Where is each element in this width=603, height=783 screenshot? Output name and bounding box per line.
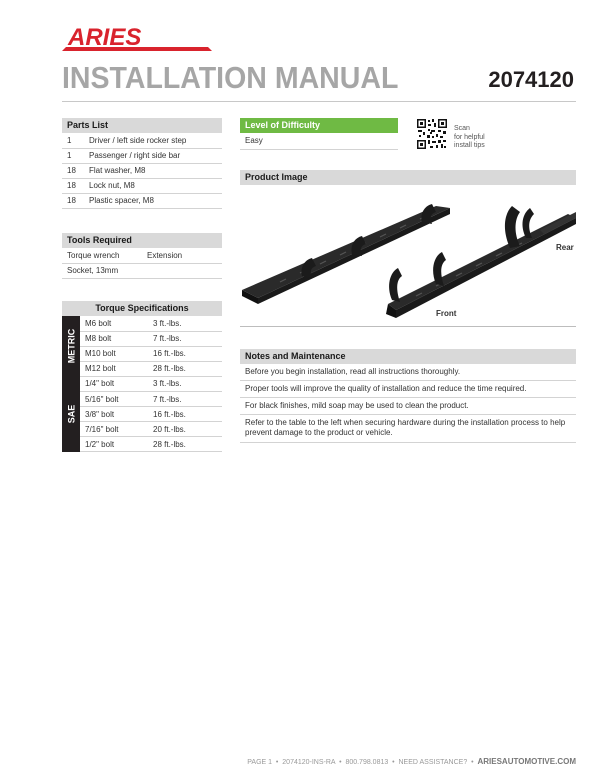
- bolt-size: 3/8" bolt: [80, 407, 148, 422]
- torque-group-label: [62, 316, 80, 377]
- product-image-section: [240, 170, 576, 185]
- torque-row: [80, 346, 222, 361]
- torque-row: [80, 316, 222, 331]
- scan-line1: Scan: [454, 125, 470, 132]
- product-image-rule: [240, 326, 576, 327]
- part-qty: 1: [62, 133, 84, 148]
- footer-assist: NEED ASSISTANCE?: [398, 759, 468, 766]
- footer-doc: 2074120-INS-RA: [282, 759, 336, 766]
- torque-row: [80, 407, 222, 422]
- tool-cell: [142, 263, 222, 278]
- part-desc: Lock nut, M8: [84, 178, 222, 193]
- bolt-size: M10 bolt: [80, 346, 148, 361]
- bolt-size: 1/4" bolt: [80, 377, 148, 392]
- torque-row: [80, 437, 222, 452]
- note-item: For black finishes, mild soap may be used to clean the product.: [240, 398, 576, 415]
- footer-website[interactable]: ARIESAUTOMOTIVE.COM: [477, 757, 576, 766]
- torque-heading: Torque Specifications: [62, 301, 222, 316]
- part-qty: 18: [62, 193, 84, 208]
- torque-value: 3 ft.-lbs.: [148, 377, 222, 392]
- difficulty-section: [240, 118, 398, 150]
- difficulty-value: Easy: [240, 133, 398, 150]
- bolt-size: M12 bolt: [80, 361, 148, 376]
- torque-value: 7 ft.-lbs.: [148, 331, 222, 346]
- scan-line3: install tips: [454, 142, 485, 149]
- torque-row: [80, 422, 222, 437]
- bolt-size: 1/2" bolt: [80, 437, 148, 452]
- parts-row: [62, 133, 222, 148]
- torque-row: [80, 331, 222, 346]
- bolt-size: 7/16" bolt: [80, 422, 148, 437]
- part-qty: 18: [62, 178, 84, 193]
- parts-list-heading: Parts List: [62, 118, 222, 133]
- note-item: Refer to the table to the left when securing hardware during the installation process to help prevent damage to the product or vehicle.: [240, 415, 576, 443]
- notes-heading: Notes and Maintenance: [240, 349, 576, 364]
- torque-group-label: [62, 377, 80, 453]
- torque-value: 16 ft.-lbs.: [148, 407, 222, 422]
- torque-group-sae: [62, 377, 222, 453]
- tools-required: [62, 233, 222, 279]
- torque-table: [80, 316, 222, 377]
- torque-group-label-text: SAE: [66, 404, 77, 424]
- torque-value: 3 ft.-lbs.: [148, 316, 222, 331]
- torque-specifications: [62, 301, 222, 452]
- parts-table: [62, 133, 222, 209]
- part-desc: Flat washer, M8: [84, 163, 222, 178]
- tools-heading: Tools Required: [62, 233, 222, 248]
- bolt-size: M8 bolt: [80, 331, 148, 346]
- parts-list: [62, 118, 222, 209]
- torque-value: 20 ft.-lbs.: [148, 422, 222, 437]
- aries-logo: [62, 25, 212, 51]
- brand-text: ARIES: [68, 25, 142, 51]
- part-qty: 1: [62, 148, 84, 163]
- torque-table: [80, 377, 222, 453]
- footer: PAGE 1 • 2074120-INS-RA • 800.798.0813 • NEED ASSISTANCE? • ARIESAUTOMOTIVE.COM: [247, 757, 576, 766]
- tools-row: [62, 263, 222, 278]
- scan-caption: [454, 125, 485, 151]
- part-desc: Passenger / right side bar: [84, 148, 222, 163]
- part-desc: Driver / left side rocker step: [84, 133, 222, 148]
- torque-value: 7 ft.-lbs.: [148, 392, 222, 407]
- label-rear: Rear: [556, 243, 574, 252]
- product-image: [240, 186, 576, 326]
- tools-table: [62, 248, 222, 279]
- parts-row: [62, 148, 222, 163]
- scan-line2: for helpful: [454, 133, 485, 141]
- tool-cell: Extension: [142, 248, 222, 263]
- torque-row: [80, 361, 222, 376]
- bolt-size: M6 bolt: [80, 316, 148, 331]
- torque-group-label-text: METRIC: [66, 329, 76, 364]
- torque-group-metric: [62, 316, 222, 377]
- note-item: Before you begin installation, read all instructions thoroughly.: [240, 364, 576, 381]
- header-rule: [62, 101, 576, 102]
- part-number: 2074120: [488, 67, 574, 92]
- footer-phone: 800.798.0813: [345, 759, 389, 766]
- notes-section: [240, 349, 576, 443]
- footer-page: PAGE 1: [247, 759, 273, 766]
- torque-row: [80, 392, 222, 407]
- torque-row: [80, 377, 222, 392]
- part-qty: 18: [62, 163, 84, 178]
- parts-row: [62, 193, 222, 208]
- parts-row: [62, 163, 222, 178]
- note-item: Proper tools will improve the quality of installation and reduce the time required.: [240, 381, 576, 398]
- torque-value: 28 ft.-lbs.: [148, 437, 222, 452]
- bolt-size: 5/16" bolt: [80, 392, 148, 407]
- label-front: Front: [436, 309, 457, 318]
- difficulty-heading: Level of Difficulty: [240, 118, 398, 133]
- parts-row: [62, 178, 222, 193]
- part-desc: Plastic spacer, M8: [84, 193, 222, 208]
- torque-value: 16 ft.-lbs.: [148, 346, 222, 361]
- torque-value: 28 ft.-lbs.: [148, 361, 222, 376]
- page-title: INSTALLATION MANUAL: [62, 60, 399, 95]
- tool-cell: Torque wrench: [62, 248, 142, 263]
- qr-code-icon[interactable]: [416, 118, 448, 150]
- product-image-heading: Product Image: [240, 170, 576, 185]
- tools-row: [62, 248, 222, 263]
- tool-cell: Socket, 13mm: [62, 263, 142, 278]
